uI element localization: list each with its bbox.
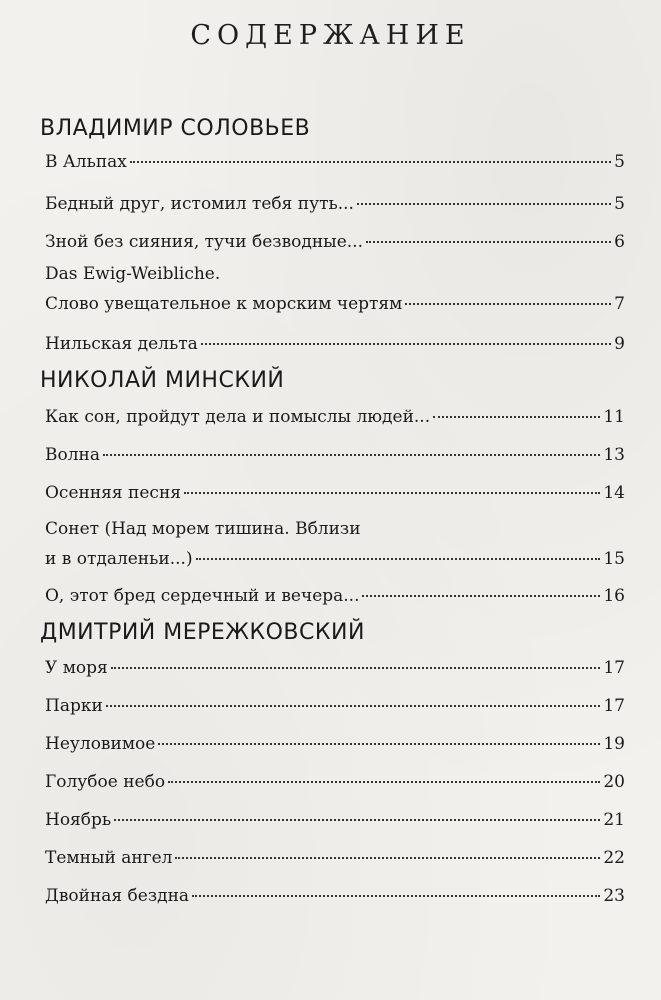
entry-page: 6 [614,232,625,252]
entry-title: Ноябрь [45,810,112,830]
entry-title: и в отдаленьи...) [45,549,193,569]
entry-page: 22 [603,848,625,868]
toc-entry [45,584,625,608]
toc-entry [45,517,625,571]
entry-title: Волна [45,445,100,465]
section-author-merezhkovsky: ДМИТРИЙ МЕРЕЖКОВСКИЙ [40,620,365,645]
entry-page: 14 [603,483,625,503]
dot-leader [158,743,600,745]
dot-leader [175,857,600,859]
page-title: СОДЕРЖАНИЕ [190,20,471,51]
toc-entry [45,230,625,254]
dot-leader [111,667,601,669]
toc-entry [45,405,625,429]
entry-title: Зной без сияния, тучи безводные... [45,232,363,252]
dot-leader [184,492,600,494]
toc-entry [45,481,625,505]
entry-title: Нильская дельта [45,334,198,354]
entry-page: 11 [603,407,625,427]
entry-page: 16 [603,586,625,606]
entry-page: 5 [614,194,625,214]
entry-page: 5 [614,152,625,172]
dot-leader [433,416,600,418]
entry-title: Голубое небо [45,772,166,792]
toc-entry [45,656,625,680]
toc-entry [45,262,625,316]
entry-title: Темный ангел [45,848,173,868]
entry-title: Неуловимое [45,734,156,754]
toc-entry [45,694,625,718]
dot-leader [366,241,611,243]
toc-entry [45,770,625,794]
toc-entry [45,808,625,832]
entry-page: 15 [603,549,625,569]
entry-page: 17 [603,658,625,678]
section-author-soloviev: ВЛАДИМИР СОЛОВЬЕВ [40,116,311,141]
entry-title: В Альпах [45,152,127,172]
entry-page: 13 [603,445,625,465]
dot-leader [114,819,600,821]
dot-leader [106,705,601,707]
entry-title-line1: Сонет (Над морем тишина. Вблизи [45,519,361,539]
dot-leader [196,558,601,560]
dot-leader [168,781,600,783]
entry-page: 19 [603,734,625,754]
entry-page: 17 [603,696,625,716]
entry-title: О, этот бред сердечный и вечера... [45,586,360,606]
toc-entry [45,332,625,356]
toc-entry [45,732,625,756]
entry-title: Слово увещательное к морским чертям [45,294,403,314]
section-author-minsky: НИКОЛАЙ МИНСКИЙ [40,368,285,393]
entry-page: 20 [603,772,625,792]
dot-leader [201,343,611,345]
entry-title: Осенняя песня [45,483,181,503]
entry-page: 7 [614,294,625,314]
dot-leader [103,454,600,456]
toc-entry [45,150,625,174]
entry-page: 9 [614,334,625,354]
entry-title: У моря [45,658,108,678]
entry-page: 21 [603,810,625,830]
entry-title: Бедный друг, истомил тебя путь... [45,194,354,214]
entry-title: Парки [45,696,103,716]
entry-title: Двойная бездна [45,886,190,906]
toc-entry [45,443,625,467]
dot-leader [192,895,600,897]
entry-title: Как сон, пройдут дела и помыслы людей... [45,407,431,427]
entry-page: 23 [603,886,625,906]
dot-leader [362,595,600,597]
entry-title-line1: Das Ewig-Weibliche. [45,264,221,284]
dot-leader [357,203,611,205]
dot-leader [130,161,611,163]
toc-entry [45,192,625,216]
dot-leader [405,303,611,305]
toc-entry [45,846,625,870]
toc-entry [45,884,625,908]
